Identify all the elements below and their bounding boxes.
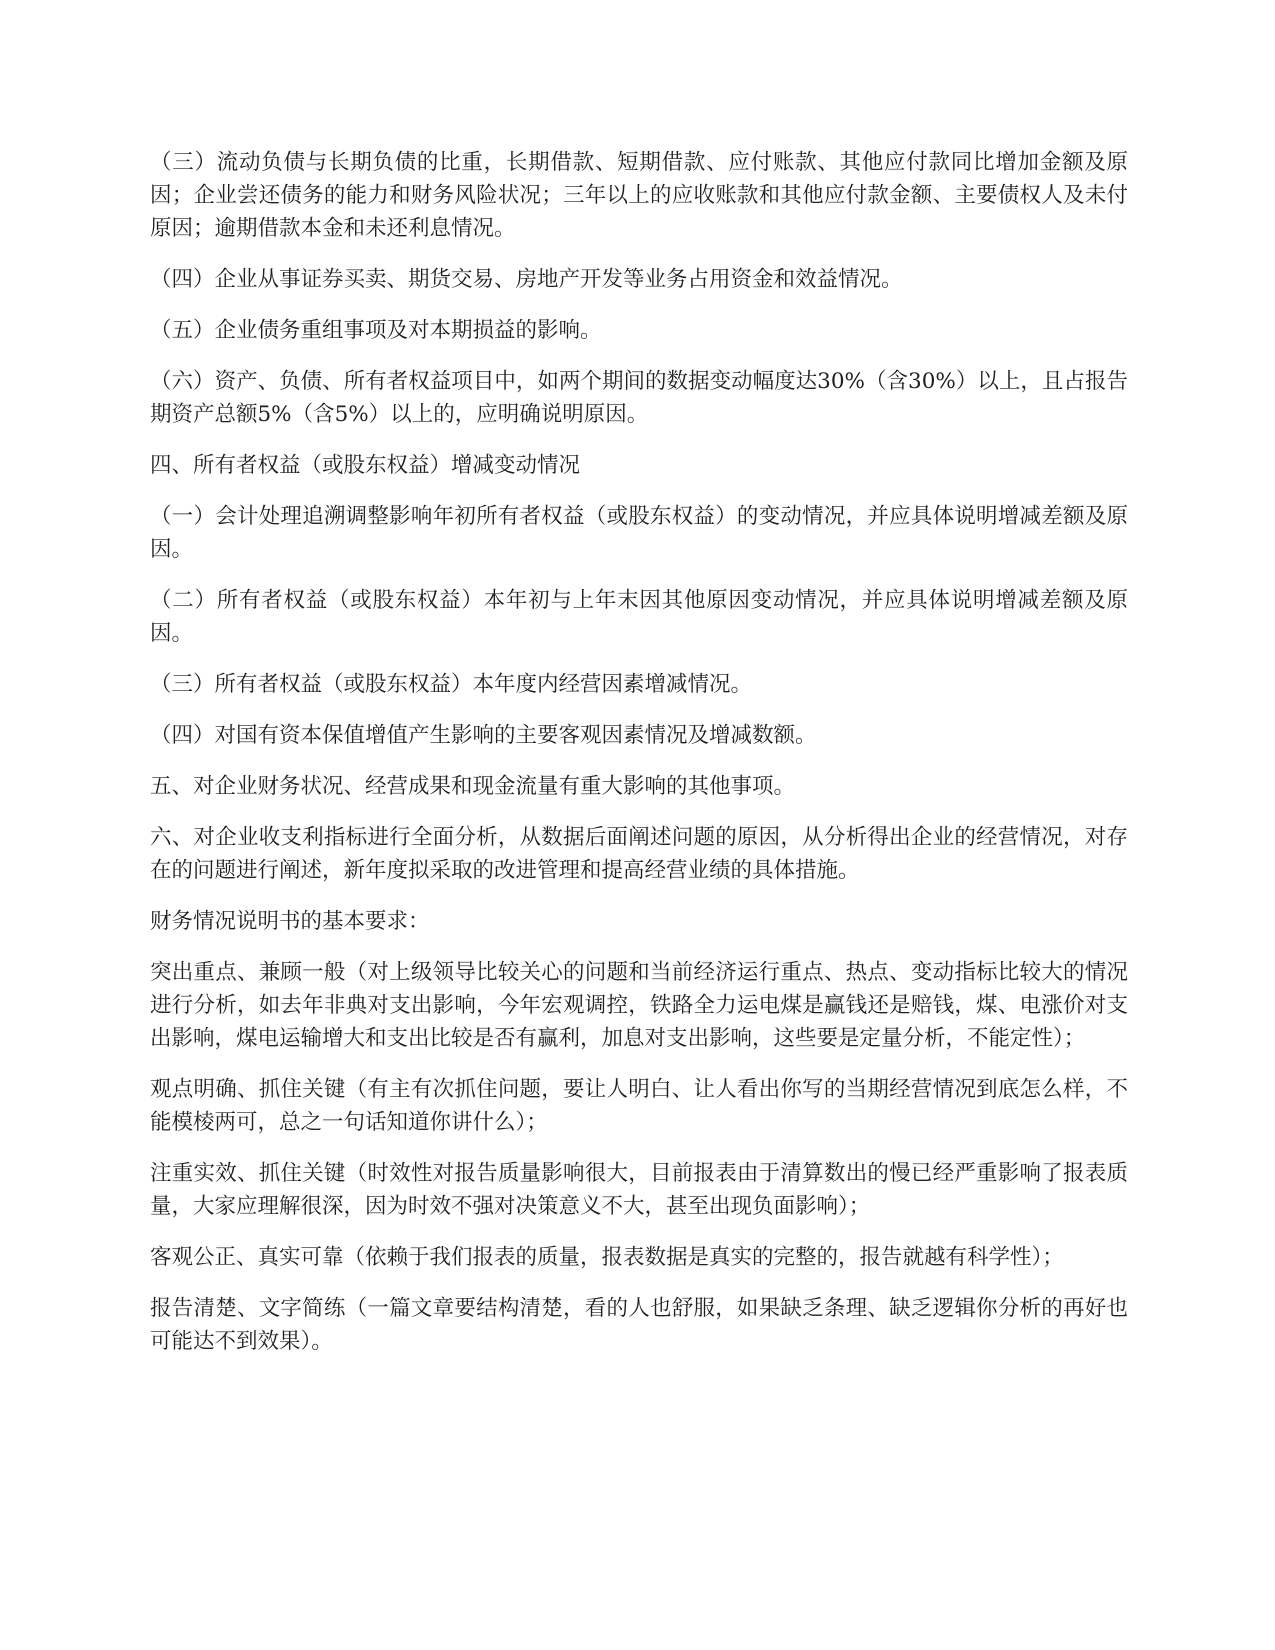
requirement-clear-viewpoint: 观点明确、抓住关键（有主有次抓住问题，要让人明白、让人看出你写的当期经营情况到底怎么样，不能模棱两可，总之一句话知道你讲什么）； (150, 1077, 1128, 1135)
section-heading-comprehensive-analysis: 六、对企业收支利指标进行全面分析，从数据后面阐述问题的原因，从分析得出企业的经营情况，对存在的问题进行阐述，新年度拟采取的改进管理和提高经营业绩的具体措施。 (150, 825, 1128, 883)
paragraph-change-threshold: （六）资产、负债、所有者权益项目中，如两个期间的数据变动幅度达30%（含30%）以上，且占报告期资产总额5%（含5%）以上的，应明确说明原因。 (150, 369, 1128, 427)
paragraph-retrospective-adjustment: （一）会计处理追溯调整影响年初所有者权益（或股东权益）的变动情况，并应具体说明增减差额及原因。 (150, 504, 1128, 562)
heading-basic-requirements: 财务情况说明书的基本要求： (150, 909, 430, 934)
paragraph-debt-restructuring: （五）企业债务重组事项及对本期损益的影响。 (150, 318, 602, 343)
section-heading-other-matters: 五、对企业财务状况、经营成果和现金流量有重大影响的其他事项。 (150, 774, 796, 799)
document-body (150, 146, 1128, 1376)
requirement-timeliness: 注重实效、抓住关键（时效性对报告质量影响很大，目前报表由于清算数出的慢已经严重影响了报表质量，大家应理解很深，因为时效不强对决策意义不大，甚至出现负面影响）； (150, 1161, 1128, 1219)
requirement-objectivity: 客观公正、真实可靠（依赖于我们报表的质量，报表数据是真实的完整的，报告就越有科学性）； (150, 1245, 1064, 1270)
paragraph-securities-futures: （四）企业从事证券买卖、期货交易、房地产开发等业务占用资金和效益情况。 (150, 267, 903, 292)
section-heading-equity-changes: 四、所有者权益（或股东权益）增减变动情况 (150, 453, 581, 478)
paragraph-liability-ratio: （三）流动负债与长期负债的比重，长期借款、短期借款、应付账款、其他应付款同比增加金额及原因；企业尝还债务的能力和财务风险状况；三年以上的应收账款和其他应付款金额、主要债权人及未付原因；逾期借款本金和未还利息情况。 (150, 150, 1128, 241)
requirement-focus: 突出重点、兼顾一般（对上级领导比较关心的问题和当前经济运行重点、热点、变动指标比较大的情况进行分析，如去年非典对支出影响，今年宏观调控，铁路全力运电煤是赢钱还是赔钱，煤、电涨价对支出影响，煤电运输增大和支出比较是否有赢利，加息对支出影响，这些要是定量分析，不能定性）； (150, 960, 1128, 1051)
requirement-concise-writing: 报告清楚、文字简练（一篇文章要结构清楚，看的人也舒服，如果缺乏条理、缺乏逻辑你分析的再好也可能达不到效果）。 (150, 1296, 1128, 1354)
paragraph-other-equity-changes: （二）所有者权益（或股东权益）本年初与上年末因其他原因变动情况，并应具体说明增减差额及原因。 (150, 588, 1128, 646)
paragraph-operating-factors: （三）所有者权益（或股东权益）本年度内经营因素增减情况。 (150, 672, 753, 697)
paragraph-state-capital: （四）对国有资本保值增值产生影响的主要客观因素情况及增减数额。 (150, 723, 817, 748)
